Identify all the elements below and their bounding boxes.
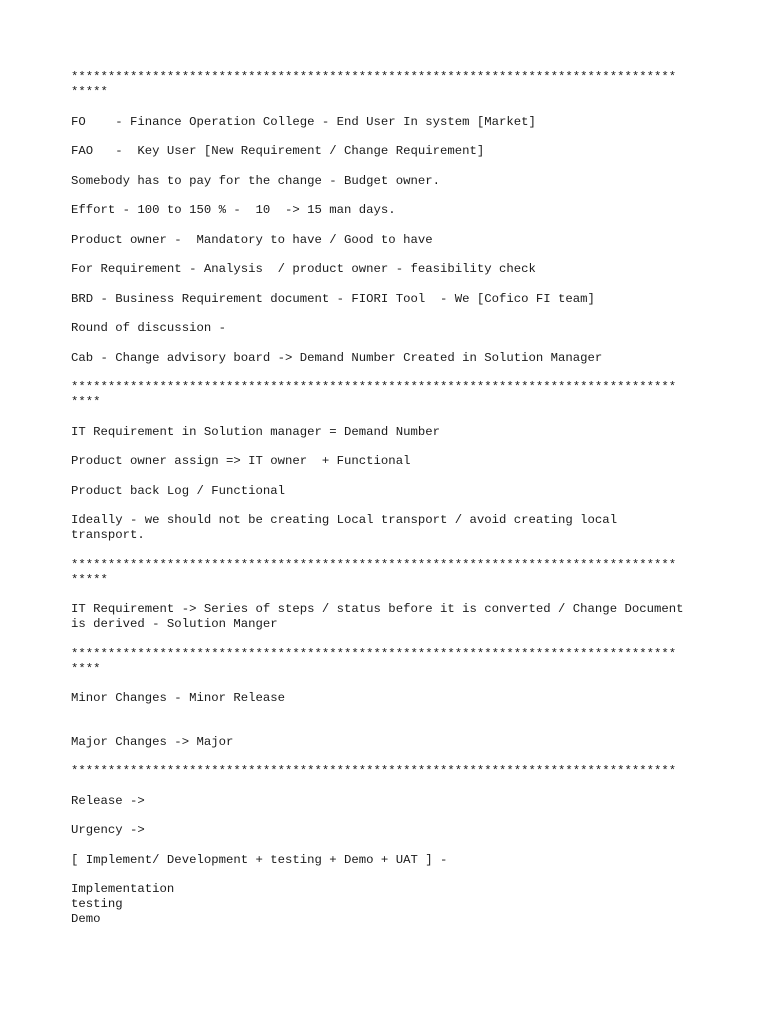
- text-paragraph: FAO - Key User [New Requirement / Change Requirement]: [71, 144, 485, 158]
- text-paragraph: Major Changes -> Major: [71, 734, 234, 749]
- separator-line: ********************************************************************************** ****: [71, 646, 677, 676]
- text-paragraph: Implementation testing Demo: [71, 882, 175, 926]
- text-paragraph: Cab - Change advisory board -> Demand Number Created in Solution Manager: [71, 350, 603, 365]
- document-page: [71, 70, 701, 942]
- text-paragraph: Round of discussion -: [71, 321, 226, 335]
- text-paragraph: Product back Log / Functional: [71, 483, 286, 498]
- separator-line: **********************************************************************************: [71, 764, 677, 778]
- separator-line: ********************************************************************************** ****: [71, 380, 677, 409]
- text-paragraph: BRD - Business Requirement document - FIORI Tool - We [Cofico FI team]: [71, 291, 595, 306]
- text-paragraph: [ Implement/ Development + testing + Demo + UAT ] -: [71, 852, 448, 867]
- blank-line: [71, 721, 701, 735]
- separator-line: ********************************************************************************** *****: [71, 557, 677, 587]
- text-paragraph: FO - Finance Operation College - End User In system [Market]: [71, 114, 536, 129]
- text-paragraph: For Requirement - Analysis / product owner - feasibility check: [71, 262, 536, 276]
- text-paragraph: Product owner assign => IT owner + Functional: [71, 454, 411, 468]
- text-paragraph: Minor Changes - Minor Release: [71, 691, 286, 705]
- text-paragraph: Release ->: [71, 793, 145, 808]
- text-paragraph: Somebody has to pay for the change - Budget owner.: [71, 173, 440, 188]
- text-paragraph: Product owner - Mandatory to have / Good to have: [71, 232, 433, 247]
- text-paragraph: Urgency ->: [71, 823, 145, 837]
- text-paragraph: Effort - 100 to 150 % - 10 -> 15 man days.: [71, 203, 396, 217]
- separator-line: ********************************************************************************** *****: [71, 70, 677, 99]
- text-paragraph: Ideally - we should not be creating Local transport / avoid creating local transport.: [71, 513, 618, 542]
- text-paragraph: IT Requirement in Solution manager = Demand Number: [71, 424, 440, 439]
- text-paragraph: IT Requirement -> Series of steps / status before it is converted / Change Document is derived - Solution Manger: [71, 602, 684, 631]
